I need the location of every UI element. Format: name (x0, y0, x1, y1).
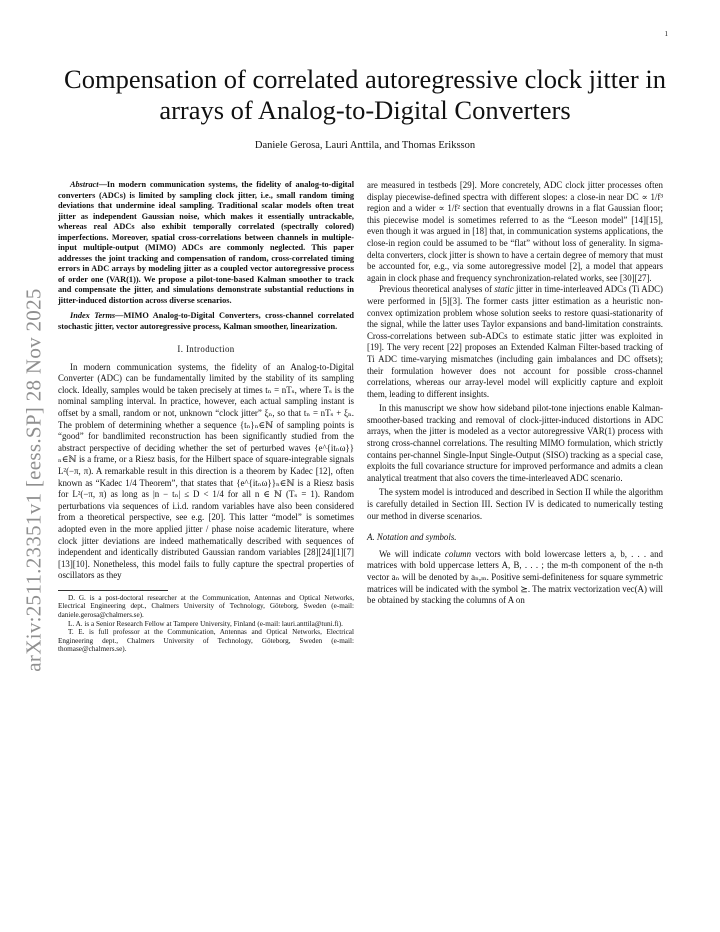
index-terms-text: —MIMO Analog-to-Digital Converters, cross-channel correlated stochastic jitter, vector autoregressive process, Kalman smoother, linearization. (58, 311, 354, 331)
p2-text-start: Previous theoretical analyses of (379, 284, 495, 295)
section-heading-introduction: I. Introduction (177, 344, 235, 354)
intro-paragraph-4: The system model is introduced and described in Section II while the algorithm is carefully detailed in Section III. Section IV is dedicated to numerically testing our method in diverse scenarios. (367, 487, 663, 521)
notation-paragraph (367, 549, 663, 607)
abstract-label: Abstract (70, 180, 99, 189)
arxiv-sidebar-stamp (16, 170, 52, 790)
notation-text-start: We will indicate (379, 548, 445, 559)
abstract-text: —In modern communication systems, the fidelity of analog-to-digital converters (ADCs) is limited by sampling clock jitter, i.e., small random timing deviations that undermine ideal sampling. Traditional scalar models often treat jitter as independent Gaussian noise, which makes it essentially untrackable, whereas real ADCs also exhibit temporally correlated (spectrally colored) imperfections. Moreover, spatial cross-correlations between channels in multiple-input multiple-output (MIMO) ADCs are commonly neglected. This paper addresses the joint tracking and compensation of random, cross-correlated timing errors in ADC arrays by modeling jitter as a coupled vector autoregressive process of order one (VAR(1)). We propose a pilot-tone-based Kalman smoother to track and compensate the jitter, and simulations demonstrate substantial reductions in jitter-induced distortion across diverse scenarios. (58, 180, 354, 305)
intro-paragraph-1: In modern communication systems, the fidelity of an Analog-to-Digital Converter (ADC) can be fundamentally limited by the stability of its sampling clock. Ideally, samples would be taken precisely at times tₙ = nTₛ, where Tₛ is the nominal sampling interval. In practice, however, each actual sampling instant is offset by a small, random or not, unknown “clock jitter” ξₙ, so that tₙ = nTₛ + ξₙ. The problem of determining whether a sequence {tₙ}ₙ∈ℕ of sampling points is “good” for bandlimited reconstruction has been significantly studied from the abstract perspective of deciding whether the set of perturbed waves {e^{itₙω}}ₙ∈ℕ is a frame, or a Riesz basis, for the Hilbert space of square-integrable signals L²(−π, π). A remarkable result in this direction is a theorem by Kadec [12], often known as “Kadec 1/4 Theorem”, that states that {e^{itₙω}}ₙ∈ℕ is a Riesz basis for L²(−π, π) as long as |n − tₙ| ≤ D < 1/4 for all n ∈ ℕ (Tₛ = 1). Random perturbations via sequences of i.i.d. random variables have also been considered from a theoretical perspective, see e.g. [20]. This latter “model” is sometimes adopted even in the more applied jitter / phase noise academic literature, where clock jitter deviations are indeed mathematically described with sequences of independent and identically distributed Gaussian random variables [28][24][1][7][13][10]. Nonetheless, this model fails to fully capture the spectral properties of oscillators as they (58, 361, 354, 581)
author-list: Daniele Gerosa, Lauri Anttila, and Thomas Eriksson (254, 140, 476, 151)
p2-emphasis: static (494, 284, 514, 295)
index-terms (58, 311, 354, 332)
footnote-author-2: L. A. is a Senior Research Fellow at Tampere University, Finland (e-mail: lauri.anttila@tuni.fi). (68, 619, 343, 628)
right-column (367, 180, 663, 607)
page-number: 1 (664, 30, 668, 38)
footnote-author-3: T. E. is full professor at the Communication, Antennas and Optical Networks, Electrical Engineering dept., Chalmers University of Technology, Göteborg, Sweden (e-mail: thomase@chalmers.se). (58, 628, 354, 654)
abstract (58, 180, 354, 306)
intro-paragraph-3: In this manuscript we show how sideband pilot-tone injections enable Kalman-smoother-based tracking and removal of clock-jitter-induced distortions in ADC arrays, when the jitter is modeled as a vector autoregressive VAR(1) process with strong cross-channel correlations. The resulting MIMO formulation, which strictly contains per-channel Single-Input Single-Output (SISO) tracking as a special case, exploits the full covariance structure for improved performance and admits a clean analytical treatment that also covers the time-interleaved ADC scenario. (367, 403, 663, 483)
intro-paragraph-2 (367, 284, 663, 400)
paper-title: Compensation of correlated autoregressive clock jitter in arrays of Analog-to-Digital Converters (64, 64, 666, 125)
left-column (58, 180, 354, 654)
index-terms-label: Index Terms (70, 311, 116, 320)
arxiv-identifier: arXiv:2511.23351v1 [eess.SP] 28 Nov 2025 (21, 288, 46, 672)
footnote-divider (58, 590, 168, 591)
notation-emphasis: column (444, 548, 472, 559)
footnote-author-1: D. G. is a post-doctoral researcher at the Communication, Antennas and Optical Networks, Electrical Engineering dept., Chalmers University of Technology, Göteborg, Sweden (e-mail: daniele.gerosa@chalmers.se). (58, 593, 354, 620)
intro-paragraph-continued: are measured in testbeds [29]. More concretely, ADC clock jitter processes often display piecewise-defined spectra with different slopes: a close-in near DC ∝ 1/f³ region and a wider ∝ 1/f² section that eventually drowns in a flat Gaussian floor; this piecewise model is sometimes referred to as the “Leeson model” [14][15], even though it was argued in [18] that, in communication systems applications, the close-in region could be assumed to be “flat” without loss of generality. In sigma-delta converters, clock jitter is shown to have a certain degree of memory that must be accounted for, e.g., via some autoregressive model [2], a model that appears again in clock phase and frequency synchronization-related works, see [30][27]. (367, 180, 663, 283)
subsection-heading-notation: A. Notation and symbols. (367, 532, 457, 543)
p2-text-end: jitter in time-interleaved ADCs (Ti ADC) were performed in [5][3]. The former casts jitter estimation as a heuristic non-convex optimization problem whose solution seeks to restore quasi-stationarity of the signal, while the latter uses Taylor expansions and band-limitation constraints. Cross-correlations between sub-ADCs to estimate static jitter was exploited in [19]. The very recent [22] proposes an Extended Kalman Filter-based tracking of Ti ADC time-varying mismatches (including gain imbalances and DC offsets); their formulation however does not account for possible cross-channel correlations, whereas our array-level model will explicitly capture and exploit them, leading to different insights. (367, 284, 663, 399)
notation-text-end: vectors with bold lowercase letters a, b, . . . and matrices with bold uppercase letters A, B, . . . ; the m-th component of the n-th vector aₙ will be denoted by aₙ,ₘ. Positive semi-definiteness for square symmetric matrices will be indicated with the symbol ⪰. The matrix vectorization vec(A) will be obtained by stacking the columns of A on (367, 548, 663, 606)
